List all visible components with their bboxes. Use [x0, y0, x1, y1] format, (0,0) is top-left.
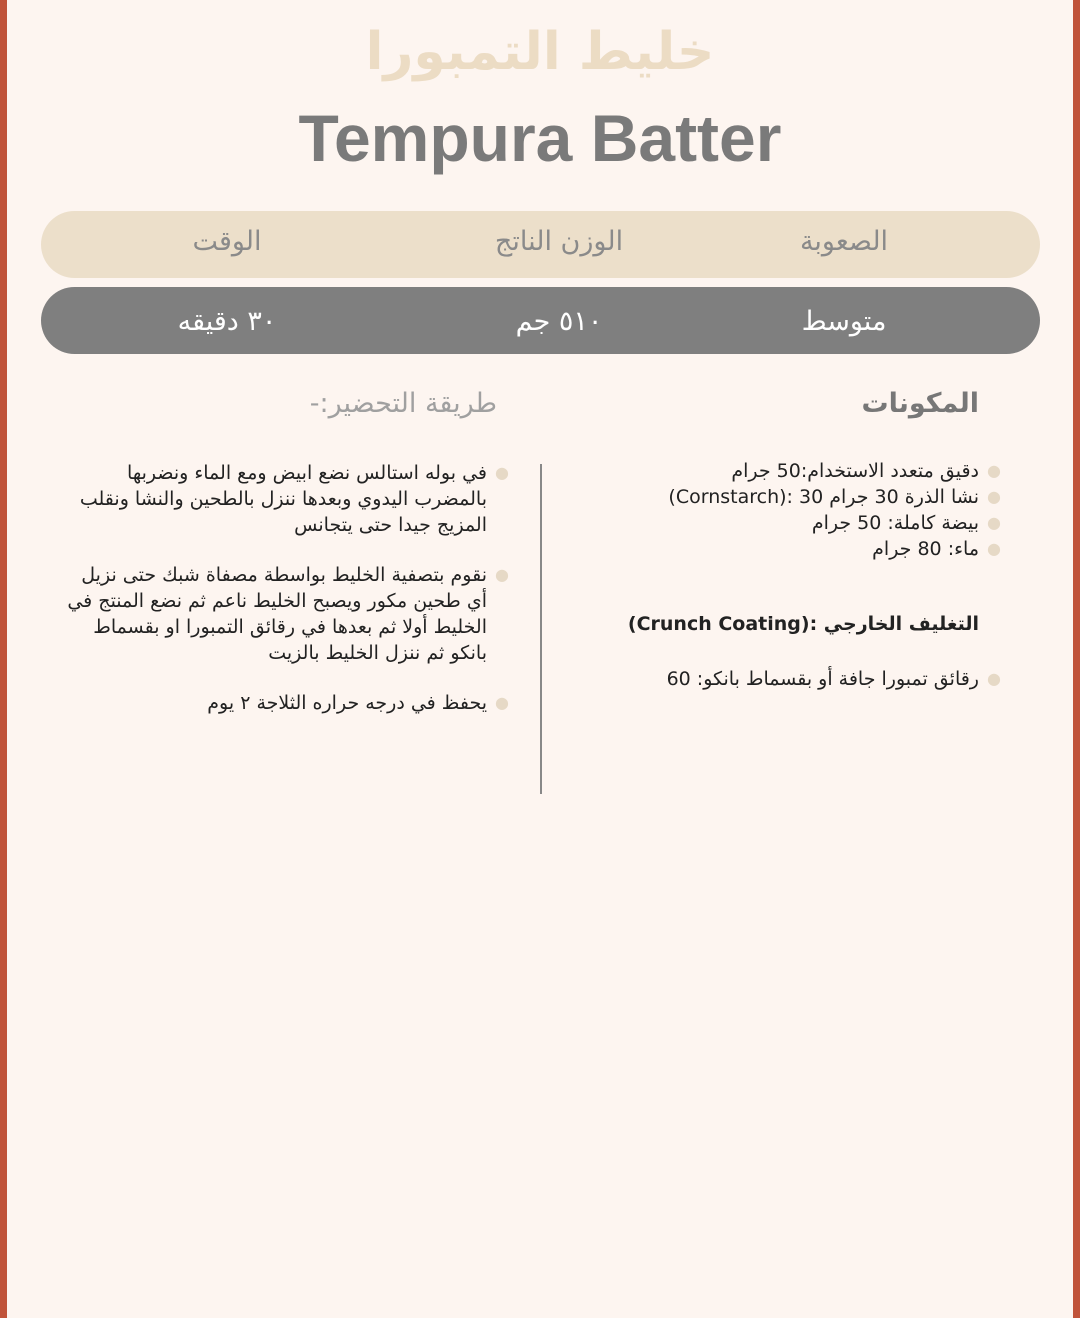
list-item	[67, 562, 509, 666]
title-arabic: خليط التمبورا	[365, 22, 715, 82]
preparation-heading: طريقة التحضير:-	[309, 388, 497, 419]
preparation-steps	[67, 460, 509, 740]
bullet-icon: ●	[495, 693, 509, 712]
step-text: نقوم بتصفية الخليط بواسطة مصفاة شبك حتى نزيل أي طحين مكور ويصبح الخليط ناعم ثم نضع المنتج في الخليط أولا ثم بعدها في رقائق التمبورا او بقسماط بانكو ثم ننزل الخليط بالزيت	[67, 564, 487, 664]
list-item	[67, 460, 509, 538]
list-item	[559, 458, 1001, 484]
bullet-icon: ●	[495, 565, 509, 584]
list-item	[559, 536, 1001, 562]
bullet-icon: ●	[495, 463, 509, 482]
ingredient-text: بيضة كاملة: 50 جرام	[811, 512, 979, 534]
list-item	[67, 690, 509, 716]
difficulty-label: الصعوبة	[799, 226, 889, 257]
column-divider	[540, 464, 542, 794]
step-text: في بوله استالس نضع ابيض ومع الماء ونضربها بالمضرب اليدوي وبعدها ننزل بالطحين والنشا ونقلب المزيج جيدا حتى يتجانس	[79, 462, 487, 536]
time-label: الوقت	[192, 226, 262, 257]
yield-weight-label: الوزن الناتج	[494, 226, 624, 257]
list-item	[559, 484, 1001, 510]
bullet-icon: ●	[987, 539, 1001, 558]
time-value: ٣٠ دقيقه	[177, 306, 277, 337]
bullet-icon: ●	[987, 461, 1001, 480]
info-labels-bar	[41, 211, 1040, 278]
ingredient-text: دقيق متعدد الاستخدام:50 جرام	[731, 460, 979, 482]
coating-text: رقائق تمبورا جافة أو بقسماط بانكو: 60	[666, 668, 979, 690]
ingredient-text: نشا الذرة 30 جرام 30 :(Cornstarch)	[668, 486, 979, 508]
bullet-icon: ●	[987, 669, 1001, 688]
coating-list	[539, 666, 1001, 692]
step-text: يحفظ في درجه حراره الثلاجة ٢ يوم	[207, 692, 487, 714]
yield-weight-value: ٥١٠ جم	[515, 306, 603, 337]
coating-heading: التغليف الخارجي :(Crunch Coating)	[627, 613, 979, 635]
bullet-icon: ●	[987, 487, 1001, 506]
difficulty-value: متوسط	[801, 306, 887, 337]
info-values-bar	[41, 287, 1040, 354]
ingredients-list	[559, 458, 1001, 562]
bullet-icon: ●	[987, 513, 1001, 532]
title-english: Tempura Batter	[298, 101, 782, 175]
ingredient-text: ماء: 80 جرام	[872, 538, 979, 560]
list-item	[539, 666, 1001, 692]
list-item	[559, 510, 1001, 536]
ingredients-heading: المكونات	[861, 388, 979, 419]
recipe-page	[7, 0, 1073, 1318]
